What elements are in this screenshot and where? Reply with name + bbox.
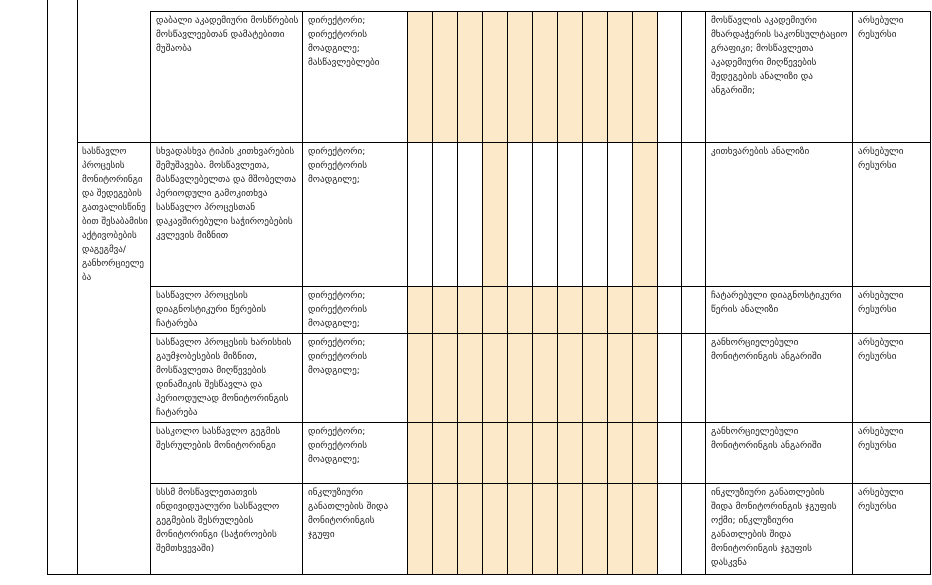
month-cell [608, 287, 633, 334]
responsible-cell: დირექტორი; დირექტორის მოადგილე; [303, 287, 408, 334]
month-cell [558, 143, 583, 287]
activity-cell: დაბალი აკადემიური მოსწრების მოსწავლეებთან დამატებითი მუშაობა [151, 12, 303, 143]
objective-cell: სასწავლო პროცესის მონიტორინგი და შედეგების გათვალისწინებით შესაბამისი აქტივობების დაგეგმვა/განხორციელება [78, 143, 151, 575]
month-cell [508, 423, 533, 484]
month-cell [408, 143, 433, 287]
month-cell [408, 423, 433, 484]
month-cell [682, 143, 706, 287]
table-row [48, 334, 931, 423]
resource-cell: არსებული რესურსი [853, 143, 931, 287]
activity-cell: სხვადასხვა ტიპის კითხვარების შემუშავება. მოსწავლეთა, მასწავლებელთა და მშობელთა პერიოდული გამოკითხვა სასწავლო პროცესთან დაკავშირებული საჭიროებების კვლევის მიზნით [151, 143, 303, 287]
table-row [48, 423, 931, 484]
month-cell [533, 423, 558, 484]
monitoring-plan-table [47, 11, 931, 575]
month-cell [658, 334, 682, 423]
responsible-cell: დირექტორი; დირექტორის მოადგილე; [303, 423, 408, 484]
outcome-cell: მოსწავლის აკადემიური მხარდაჭერის საკონსულტაციო გრაფიკი; მოსწავლეთა აკადემიური მიღწევების შედეგების ანალიზი და ანგარიში; [706, 12, 853, 143]
month-cell [533, 12, 558, 143]
objective-cell-continued [78, 12, 151, 143]
month-cell [458, 143, 483, 287]
month-cell [682, 484, 706, 575]
table-row [48, 484, 931, 575]
month-cell [483, 334, 508, 423]
month-cell [583, 143, 608, 287]
month-cell [558, 484, 583, 575]
responsible-cell: დირექტორი; დირექტორის მოადგილე; [303, 334, 408, 423]
month-cell [633, 334, 658, 423]
outcome-cell: კითხვარების ანალიზი [706, 143, 853, 287]
responsible-cell: ინკლუზიური განათლების შიდა მონიტორინგის ჯგუფი [303, 484, 408, 575]
activity-cell: სასწავლო პროცესის დიაგნოსტიკური წერების ჩატარება [151, 287, 303, 334]
month-cell [608, 143, 633, 287]
month-cell [633, 12, 658, 143]
month-cell [682, 287, 706, 334]
month-cell [433, 484, 458, 575]
month-cell [408, 484, 433, 575]
month-cell [533, 287, 558, 334]
table-row [48, 287, 931, 334]
month-cell [508, 12, 533, 143]
month-cell [608, 484, 633, 575]
month-cell [508, 287, 533, 334]
resource-cell: არსებული რესურსი [853, 484, 931, 575]
month-cell [583, 334, 608, 423]
month-cell [408, 287, 433, 334]
month-cell [458, 423, 483, 484]
month-cell [633, 484, 658, 575]
month-cell [583, 423, 608, 484]
month-cell [658, 287, 682, 334]
activity-cell: სასკოლო სასწავლო გეგმის შესრულების მონიტორინგი [151, 423, 303, 484]
month-cell [682, 12, 706, 143]
month-cell [458, 287, 483, 334]
table-row [48, 12, 931, 143]
month-cell [458, 12, 483, 143]
month-cell [583, 484, 608, 575]
activity-cell: სასწავლო პროცესის ხარისხის გაუმჯობესების მიზნით, მოსწავლეთა მიღწევების დინამიკის შესწავლა და პერიოდულად მონიტორინგის ჩატარება [151, 334, 303, 423]
month-cell [633, 287, 658, 334]
month-cell [558, 334, 583, 423]
month-cell [608, 423, 633, 484]
month-cell [458, 484, 483, 575]
month-cell [583, 12, 608, 143]
month-cell [608, 12, 633, 143]
month-cell [483, 12, 508, 143]
month-cell [682, 423, 706, 484]
responsible-cell: დირექტორი; დირექტორის მოადგილე; [303, 143, 408, 287]
month-cell [558, 287, 583, 334]
outcome-cell: განხორციელებული მონიტორინგის ანგარიში [706, 423, 853, 484]
responsible-cell: დირექტორი; დირექტორის მოადგილე; მასწავლებლები [303, 12, 408, 143]
month-cell [408, 12, 433, 143]
month-cell [682, 334, 706, 423]
month-cell [658, 12, 682, 143]
month-cell [558, 423, 583, 484]
month-cell [608, 334, 633, 423]
month-cell [433, 143, 458, 287]
left-spacer-cell [48, 12, 78, 575]
table-row [48, 143, 931, 287]
month-cell [433, 334, 458, 423]
resource-cell: არსებული რესურსი [853, 423, 931, 484]
month-cell [483, 287, 508, 334]
month-cell [633, 423, 658, 484]
month-cell [433, 287, 458, 334]
month-cell [483, 484, 508, 575]
activity-cell: სსსმ მოსწავლეთათვის ინდივიდუალური სასწავლო გეგმების შესრულების მონიტორინგი (საჭიროების შემთხვევაში) [151, 484, 303, 575]
outcome-cell: ჩატარებული დიაგნოსტიკური წერის ანალიზი [706, 287, 853, 334]
month-cell [633, 143, 658, 287]
month-cell [533, 334, 558, 423]
month-cell [433, 12, 458, 143]
month-cell [658, 484, 682, 575]
month-cell [658, 423, 682, 484]
month-cell [458, 334, 483, 423]
resource-cell: არსებული რესურსი [853, 287, 931, 334]
month-cell [483, 143, 508, 287]
month-cell [508, 143, 533, 287]
outcome-cell: განხორციელებული მონიტორინგის ანგარიში [706, 334, 853, 423]
resource-cell: არსებული რესურსი [853, 334, 931, 423]
month-cell [658, 143, 682, 287]
month-cell [508, 484, 533, 575]
month-cell [433, 423, 458, 484]
month-cell [583, 287, 608, 334]
plan-table-container [47, 11, 931, 575]
outcome-cell: ინკლუზიური განათლების შიდა მონიტორინგის ჯგუფის ოქმი; ინკლუზიური განათლების შიდა მონიტორინგის ჯგუფის დასკვნა [706, 484, 853, 575]
resource-cell: არსებული რესურსი [853, 12, 931, 143]
month-cell [533, 143, 558, 287]
month-cell [483, 423, 508, 484]
month-cell [533, 484, 558, 575]
month-cell [558, 12, 583, 143]
month-cell [508, 334, 533, 423]
month-cell [408, 334, 433, 423]
